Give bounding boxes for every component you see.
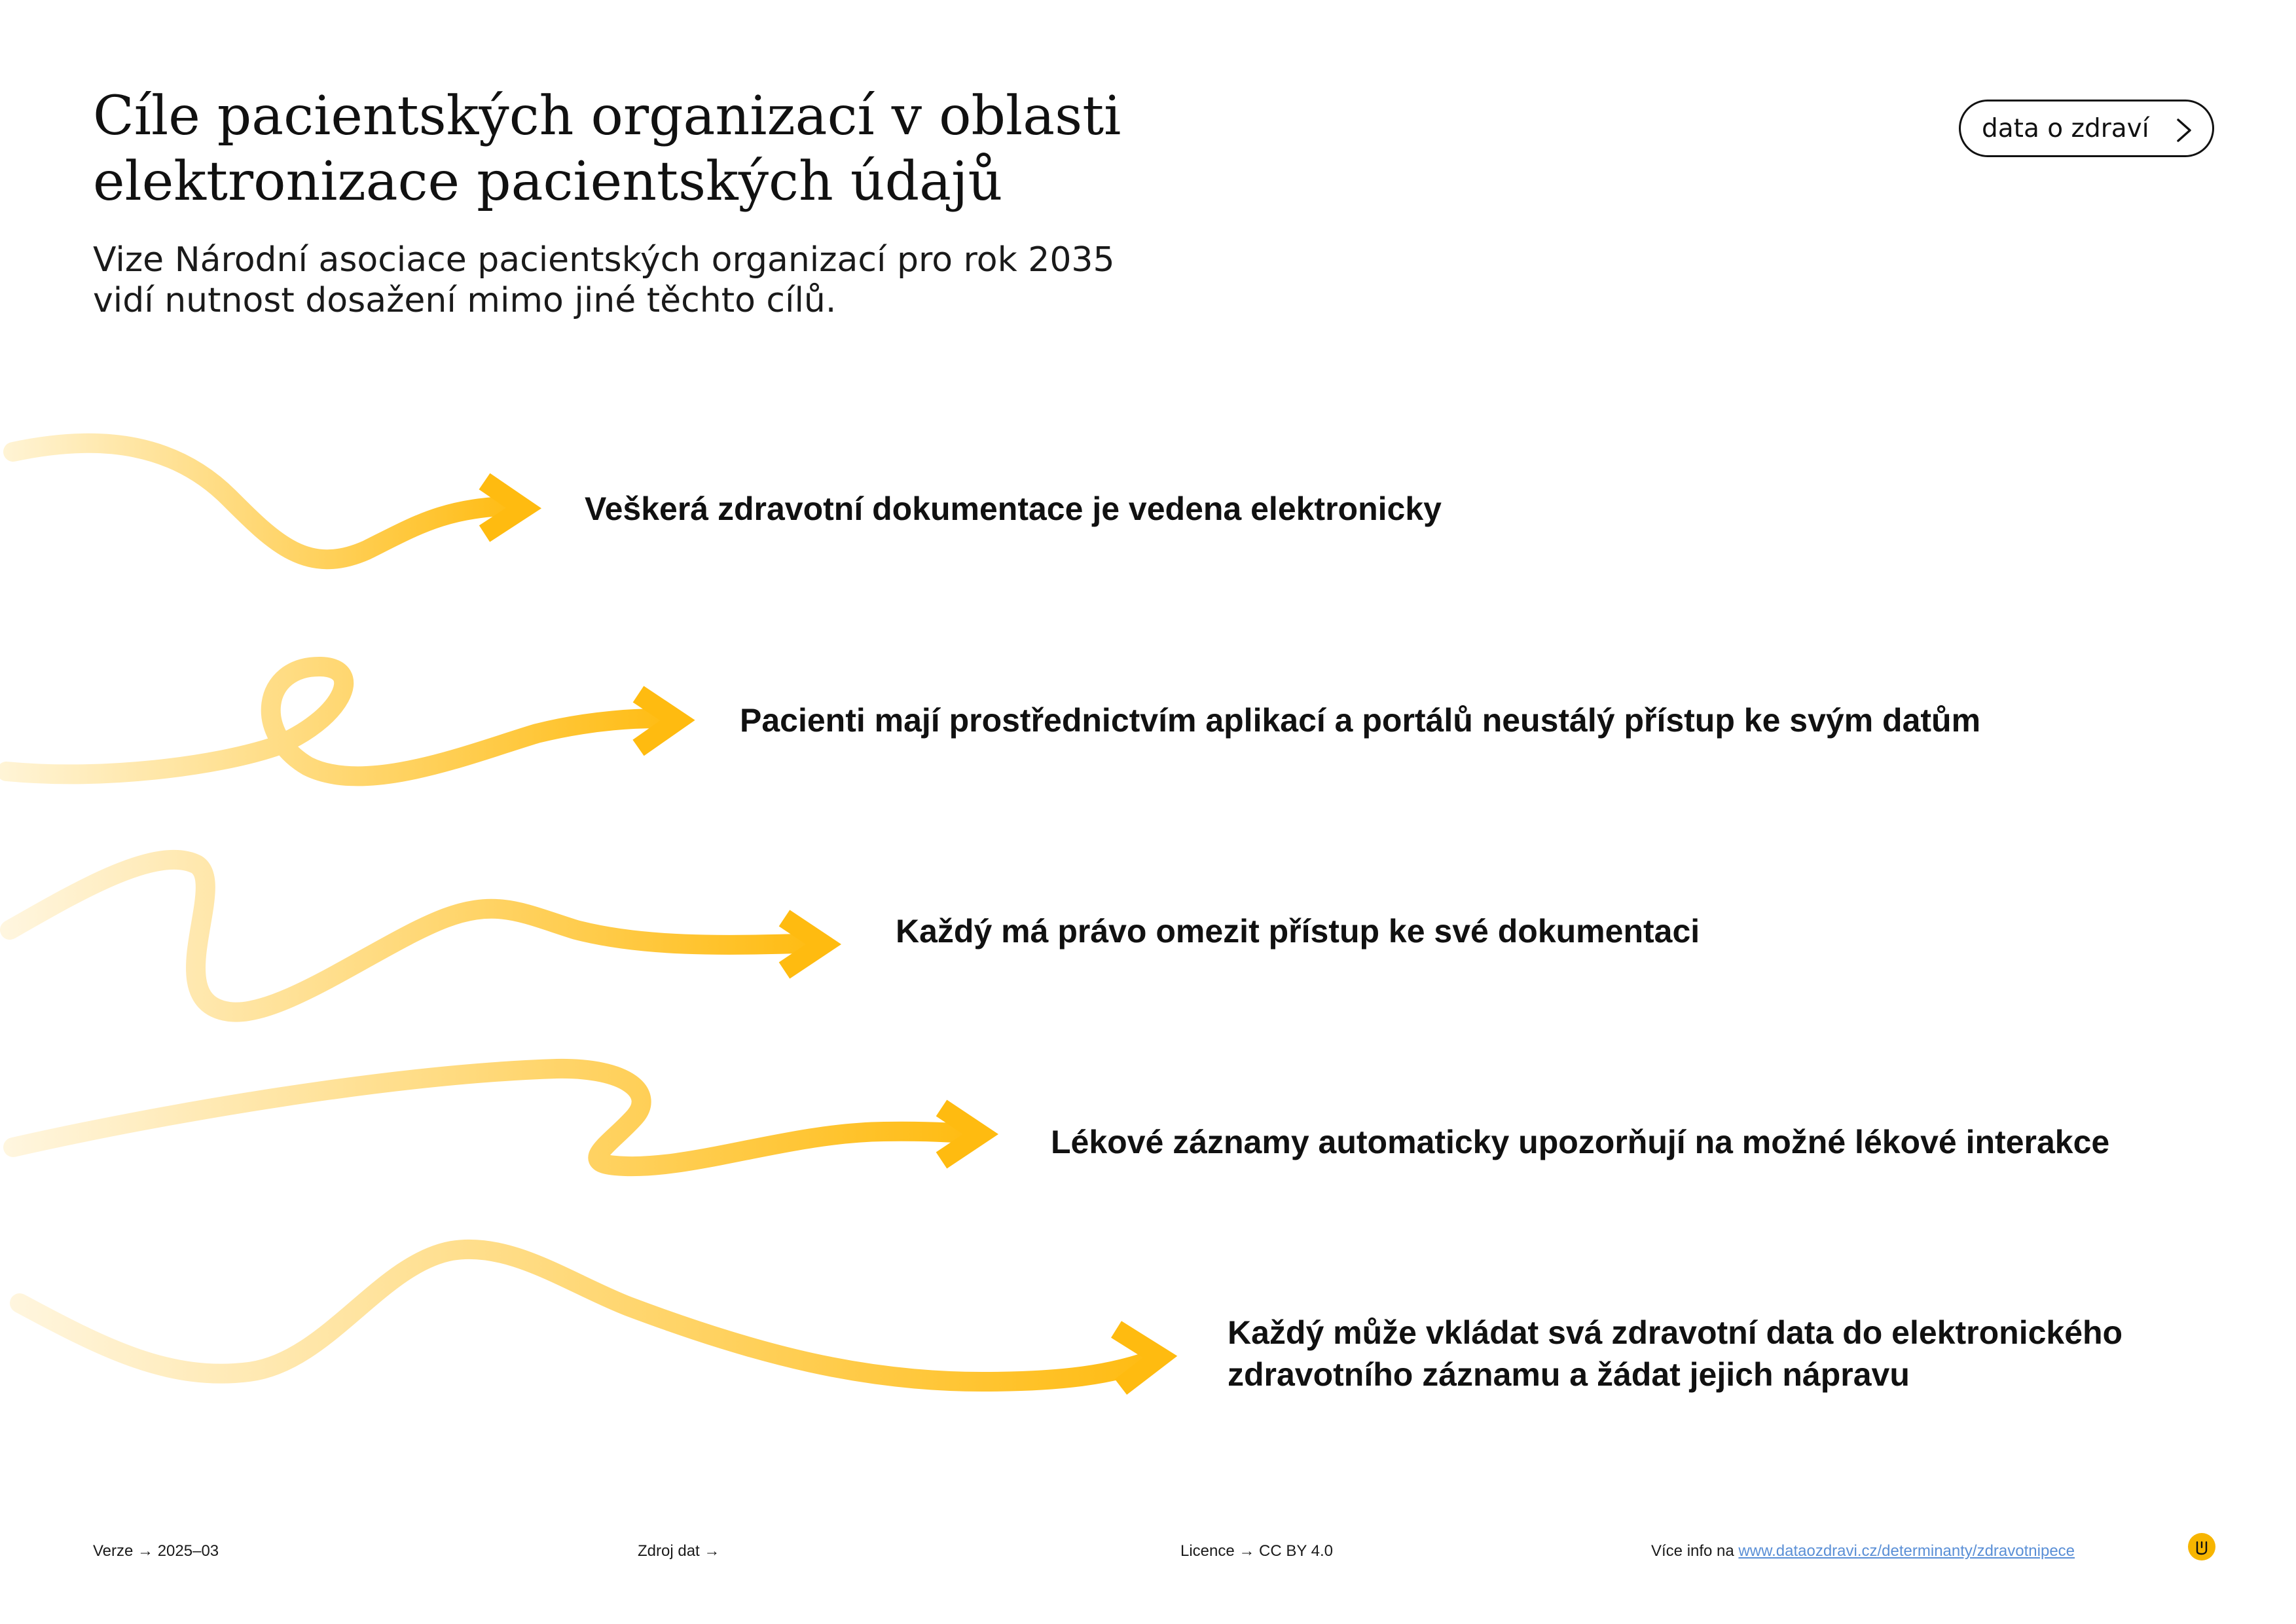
page-title-line: elektronizace pacientských údajů [93,151,1003,213]
goal-text [740,699,1980,741]
page-title-line: Cíle pacientských organizací v oblasti [93,85,1121,147]
goal-text-line: Lékové záznamy automaticky upozorňují na možné lékové interakce [1051,1124,2110,1160]
page-subtitle-line: vidí nutnost dosažení mimo jiné těchto cílů. [93,281,837,320]
footer-version: Verze → 2025–03 [93,1542,219,1560]
goal-text-line: Každý může vkládat svá zdravotní data do elektronického [1228,1314,2123,1351]
footer-more-info-label: Více info na [1651,1542,1734,1560]
dataozdravi-logo-icon [2188,1533,2215,1560]
squiggle-arrow-icon [7,667,678,776]
squiggle-arrow-icon [13,443,524,559]
goal-text [896,910,1700,952]
squiggle-arrow-icon [10,860,824,1012]
goal-text [1228,1312,2123,1395]
footer-more-info [1651,1542,2075,1560]
footer-more-info-link[interactable]: www.dataozdravi.cz/determinanty/zdravotnipece [1738,1542,2075,1560]
goal-text-line: Veškerá zdravotní dokumentace je vedena elektronicky [585,490,1442,527]
goal-text-line: Pacienti mají prostřednictvím aplikací a portálů neustálý přístup ke svým datům [740,702,1981,739]
goal-text-line: zdravotního záznamu a žádat jejich nápravu [1228,1356,1910,1393]
goal-text-line: Každý má právo omezit přístup ke své dokumentaci [896,913,1700,950]
squiggle-arrow-icon [20,1249,1160,1387]
goal-text [1051,1121,2109,1163]
goal-text [585,488,1442,530]
squiggle-arrow-icon [13,1069,981,1166]
page-subtitle-line: Vize Národní asociace pacientských organizací pro rok 2035 [93,240,1115,280]
logo-mark-icon [2188,1533,2215,1560]
footer-source: Zdroj dat → [638,1542,720,1560]
footer-license: Licence → CC BY 4.0 [1180,1542,1334,1560]
topic-button-label: data o zdraví [1982,113,2149,143]
